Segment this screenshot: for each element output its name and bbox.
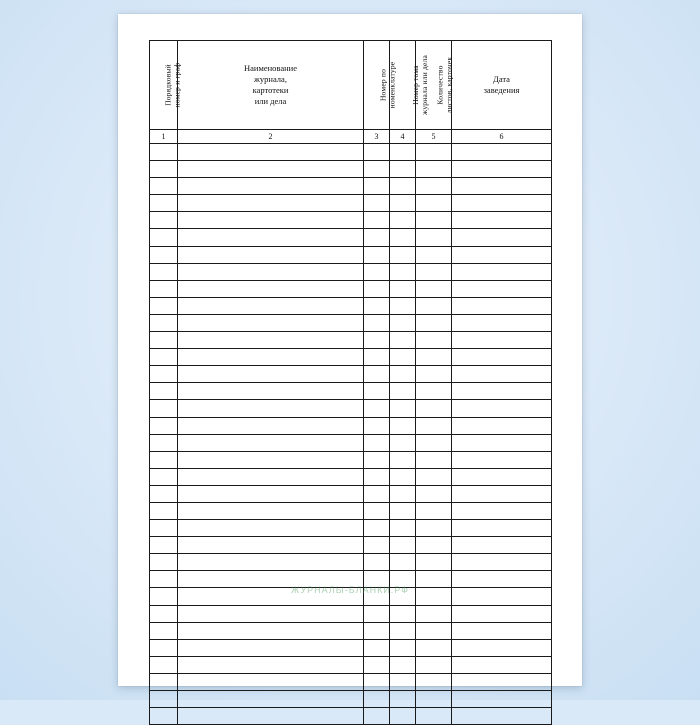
table-cell [178, 434, 364, 451]
table-cell [364, 349, 390, 366]
table-cell [364, 468, 390, 485]
table-cell [178, 297, 364, 314]
table-cell [150, 554, 178, 571]
table-cell [452, 571, 552, 588]
table-cell [390, 691, 416, 708]
table-cell [416, 485, 452, 502]
table-cell [416, 417, 452, 434]
table-cell [150, 485, 178, 502]
table-cell [452, 417, 552, 434]
table-cell [452, 332, 552, 349]
table-cell [150, 349, 178, 366]
table-cell [452, 195, 552, 212]
table-cell [364, 280, 390, 297]
table-cell [364, 144, 390, 161]
table-cell [390, 434, 416, 451]
table-cell [416, 297, 452, 314]
table-cell [390, 144, 416, 161]
table-row [150, 605, 552, 622]
column-header-4-line-2: журнала или дела [420, 54, 430, 116]
table-cell [452, 502, 552, 519]
table-row [150, 263, 552, 280]
table-cell [150, 212, 178, 229]
table-cell [150, 537, 178, 554]
table-cell [390, 349, 416, 366]
table-cell [178, 178, 364, 195]
table-cell [390, 297, 416, 314]
table-cell [178, 708, 364, 725]
column-header-2-line-4: или дела [254, 96, 287, 106]
column-header-3 [364, 41, 397, 130]
table-cell [452, 178, 552, 195]
table-cell [178, 280, 364, 297]
table-cell [452, 280, 552, 297]
table-cell [150, 263, 178, 280]
table-cell [416, 383, 452, 400]
table-cell [150, 314, 178, 331]
table-cell [390, 314, 416, 331]
table-cell [390, 554, 416, 571]
table-cell [416, 246, 452, 263]
table-cell [178, 383, 364, 400]
table-cell [150, 605, 178, 622]
table-cell [364, 195, 390, 212]
table-cell [416, 673, 452, 690]
table-cell [150, 588, 178, 605]
table-cell [416, 708, 452, 725]
table-cell [390, 178, 416, 195]
table-cell [452, 656, 552, 673]
table-cell [452, 212, 552, 229]
table-cell [150, 673, 178, 690]
table-cell [178, 400, 364, 417]
table-cell [416, 622, 452, 639]
table-cell [390, 656, 416, 673]
table-row [150, 468, 552, 485]
table-cell [452, 297, 552, 314]
table-cell [452, 229, 552, 246]
table-cell [178, 229, 364, 246]
table-cell [364, 520, 390, 537]
table-cell [390, 673, 416, 690]
table-cell [364, 314, 390, 331]
table-cell [390, 366, 416, 383]
column-number-1: 1 [150, 130, 178, 144]
table-cell [150, 297, 178, 314]
table-cell [150, 366, 178, 383]
table-cell [178, 212, 364, 229]
table-cell [416, 571, 452, 588]
table-row [150, 451, 552, 468]
form-sheet [149, 40, 551, 656]
journal-table [149, 40, 552, 725]
table-cell [452, 349, 552, 366]
table-cell [178, 571, 364, 588]
table-row [150, 280, 552, 297]
table-cell [364, 639, 390, 656]
table-cell [178, 144, 364, 161]
column-header-2-line-1: Наименование [244, 63, 297, 73]
table-cell [150, 229, 178, 246]
table-cell [364, 161, 390, 178]
table-row [150, 400, 552, 417]
watermark: ЖУРНАЛЫ-БЛАНКИ.РФ [290, 585, 410, 595]
table-cell [150, 280, 178, 297]
table-cell [364, 656, 390, 673]
table-cell [178, 417, 364, 434]
table-row [150, 485, 552, 502]
table-cell [390, 622, 416, 639]
table-cell [364, 383, 390, 400]
table-row [150, 332, 552, 349]
table-cell [364, 417, 390, 434]
table-cell [364, 297, 390, 314]
table-cell [178, 332, 364, 349]
table-cell [364, 708, 390, 725]
table-cell [364, 622, 390, 639]
table-cell [390, 400, 416, 417]
table-cell [390, 280, 416, 297]
table-cell [416, 212, 452, 229]
table-cell [178, 485, 364, 502]
table-row [150, 246, 552, 263]
table-cell [452, 622, 552, 639]
table-cell [364, 178, 390, 195]
table-row [150, 571, 552, 588]
table-cell [390, 246, 416, 263]
table-cell [364, 485, 390, 502]
table-cell [390, 708, 416, 725]
table-cell [364, 229, 390, 246]
table-cell [452, 691, 552, 708]
table-cell [178, 656, 364, 673]
column-header-2-line-2: журнала, [254, 74, 287, 84]
table-cell [416, 195, 452, 212]
table-row [150, 212, 552, 229]
table-cell [178, 366, 364, 383]
table-cell [364, 366, 390, 383]
column-header-4-line-1: Номер тома [411, 65, 421, 105]
table-row [150, 229, 552, 246]
table-cell [178, 263, 364, 280]
table-cell [150, 708, 178, 725]
table-cell [390, 451, 416, 468]
table-cell [452, 520, 552, 537]
table-cell [178, 622, 364, 639]
table-cell [416, 656, 452, 673]
column-header-3-line-2: номенклатуре [387, 61, 397, 109]
table-cell [452, 366, 552, 383]
table-row [150, 366, 552, 383]
table-cell [452, 554, 552, 571]
column-number-6: 6 [452, 130, 552, 144]
table-cell [390, 332, 416, 349]
table-cell [150, 639, 178, 656]
table-cell [150, 622, 178, 639]
table-cell [390, 383, 416, 400]
table-cell [416, 537, 452, 554]
column-number-row [150, 130, 552, 144]
table-cell [390, 468, 416, 485]
table-cell [452, 468, 552, 485]
table-cell [178, 588, 364, 605]
table-cell [416, 366, 452, 383]
table-cell [452, 639, 552, 656]
table-cell [416, 280, 452, 297]
table-cell [150, 571, 178, 588]
table-row [150, 144, 552, 161]
table-cell [150, 451, 178, 468]
table-cell [416, 144, 452, 161]
table-cell [364, 605, 390, 622]
column-header-3-line-1: Номер по [378, 68, 388, 102]
table-row [150, 673, 552, 690]
table-cell [452, 588, 552, 605]
table-cell [364, 691, 390, 708]
table-cell [178, 554, 364, 571]
table-row [150, 588, 552, 605]
table-row [150, 417, 552, 434]
table-cell [416, 314, 452, 331]
table-row [150, 178, 552, 195]
table-cell [390, 485, 416, 502]
table-cell [364, 246, 390, 263]
table-cell [178, 195, 364, 212]
document-page [118, 14, 582, 686]
table-cell [178, 314, 364, 331]
table-cell [416, 691, 452, 708]
table-cell [416, 400, 452, 417]
column-header-2-line-3: картотеки [252, 85, 289, 95]
table-cell [178, 502, 364, 519]
table-cell [416, 178, 452, 195]
table-cell [364, 212, 390, 229]
table-cell [390, 520, 416, 537]
table-cell [364, 537, 390, 554]
table-row [150, 691, 552, 708]
table-cell [364, 502, 390, 519]
table-cell [150, 656, 178, 673]
table-cell [452, 605, 552, 622]
table-cell [364, 571, 390, 588]
table-cell [452, 673, 552, 690]
table-cell [416, 161, 452, 178]
table-cell [364, 263, 390, 280]
table-cell [452, 314, 552, 331]
table-cell [390, 195, 416, 212]
table-row [150, 656, 552, 673]
table-cell [452, 161, 552, 178]
table-cell [416, 639, 452, 656]
table-cell [452, 144, 552, 161]
table-cell [390, 229, 416, 246]
table-cell [178, 673, 364, 690]
table-cell [452, 400, 552, 417]
table-cell [452, 434, 552, 451]
table-cell [150, 520, 178, 537]
table-cell [150, 246, 178, 263]
table-cell [416, 229, 452, 246]
table-cell [364, 434, 390, 451]
table-cell [178, 605, 364, 622]
table-cell [150, 332, 178, 349]
table-cell [150, 434, 178, 451]
table-cell [150, 417, 178, 434]
table-cell [390, 639, 416, 656]
table-cell [416, 451, 452, 468]
table-cell [390, 263, 416, 280]
table-row [150, 383, 552, 400]
table-cell [390, 161, 416, 178]
table-row [150, 161, 552, 178]
table-row [150, 622, 552, 639]
column-header-5-line-1: Количество [435, 65, 445, 105]
table-cell [150, 468, 178, 485]
table-cell [452, 263, 552, 280]
table-cell [150, 144, 178, 161]
table-cell [150, 502, 178, 519]
table-cell [364, 451, 390, 468]
column-number-4: 4 [390, 130, 416, 144]
table-cell [178, 349, 364, 366]
column-header-1 [150, 41, 182, 130]
table-cell [178, 691, 364, 708]
column-header-6-line-1: Дата [493, 74, 510, 84]
table-cell [390, 417, 416, 434]
table-cell [452, 383, 552, 400]
column-header-6 [452, 41, 552, 130]
column-header-1-line-1: Порядковый [163, 64, 173, 106]
table-cell [150, 161, 178, 178]
table-cell [416, 554, 452, 571]
column-number-5: 5 [416, 130, 452, 144]
table-cell [178, 246, 364, 263]
table-cell [150, 178, 178, 195]
header-row [150, 41, 552, 130]
table-cell [178, 468, 364, 485]
table-cell [416, 349, 452, 366]
table-cell [390, 212, 416, 229]
column-header-1-line-2: номер и граф [172, 62, 182, 108]
column-header-2 [178, 41, 364, 130]
table-cell [416, 332, 452, 349]
table-cell [452, 708, 552, 725]
table-row [150, 537, 552, 554]
table-row [150, 314, 552, 331]
table-cell [364, 554, 390, 571]
table-cell [178, 639, 364, 656]
table-cell [390, 571, 416, 588]
table-cell [416, 434, 452, 451]
table-cell [178, 520, 364, 537]
table-cell [150, 400, 178, 417]
table-row [150, 434, 552, 451]
table-row [150, 708, 552, 725]
table-cell [364, 400, 390, 417]
table-cell [416, 588, 452, 605]
column-number-2: 2 [178, 130, 364, 144]
column-number-3: 3 [364, 130, 390, 144]
table-cell [390, 605, 416, 622]
table-cell [416, 468, 452, 485]
table-cell [416, 263, 452, 280]
table-cell [178, 537, 364, 554]
table-row [150, 502, 552, 519]
table-body [150, 144, 552, 725]
table-row [150, 554, 552, 571]
table-cell [178, 451, 364, 468]
table-cell [390, 537, 416, 554]
table-cell [416, 520, 452, 537]
table-cell [416, 605, 452, 622]
table-row [150, 520, 552, 537]
table-row [150, 349, 552, 366]
table-cell [452, 537, 552, 554]
table-cell [452, 246, 552, 263]
table-cell [390, 588, 416, 605]
column-header-6-line-2: заведения [483, 85, 520, 95]
table-cell [150, 383, 178, 400]
table-cell [452, 485, 552, 502]
column-header-5-line-2: листов, карточек [444, 56, 454, 114]
table-cell [364, 673, 390, 690]
table-row [150, 297, 552, 314]
table-cell [364, 588, 390, 605]
table-row [150, 639, 552, 656]
table-row [150, 195, 552, 212]
table-cell [364, 332, 390, 349]
table-cell [416, 502, 452, 519]
table-cell [150, 691, 178, 708]
table-cell [452, 451, 552, 468]
table-cell [390, 502, 416, 519]
table-header [150, 41, 552, 144]
table-cell [178, 161, 364, 178]
table-cell [150, 195, 178, 212]
